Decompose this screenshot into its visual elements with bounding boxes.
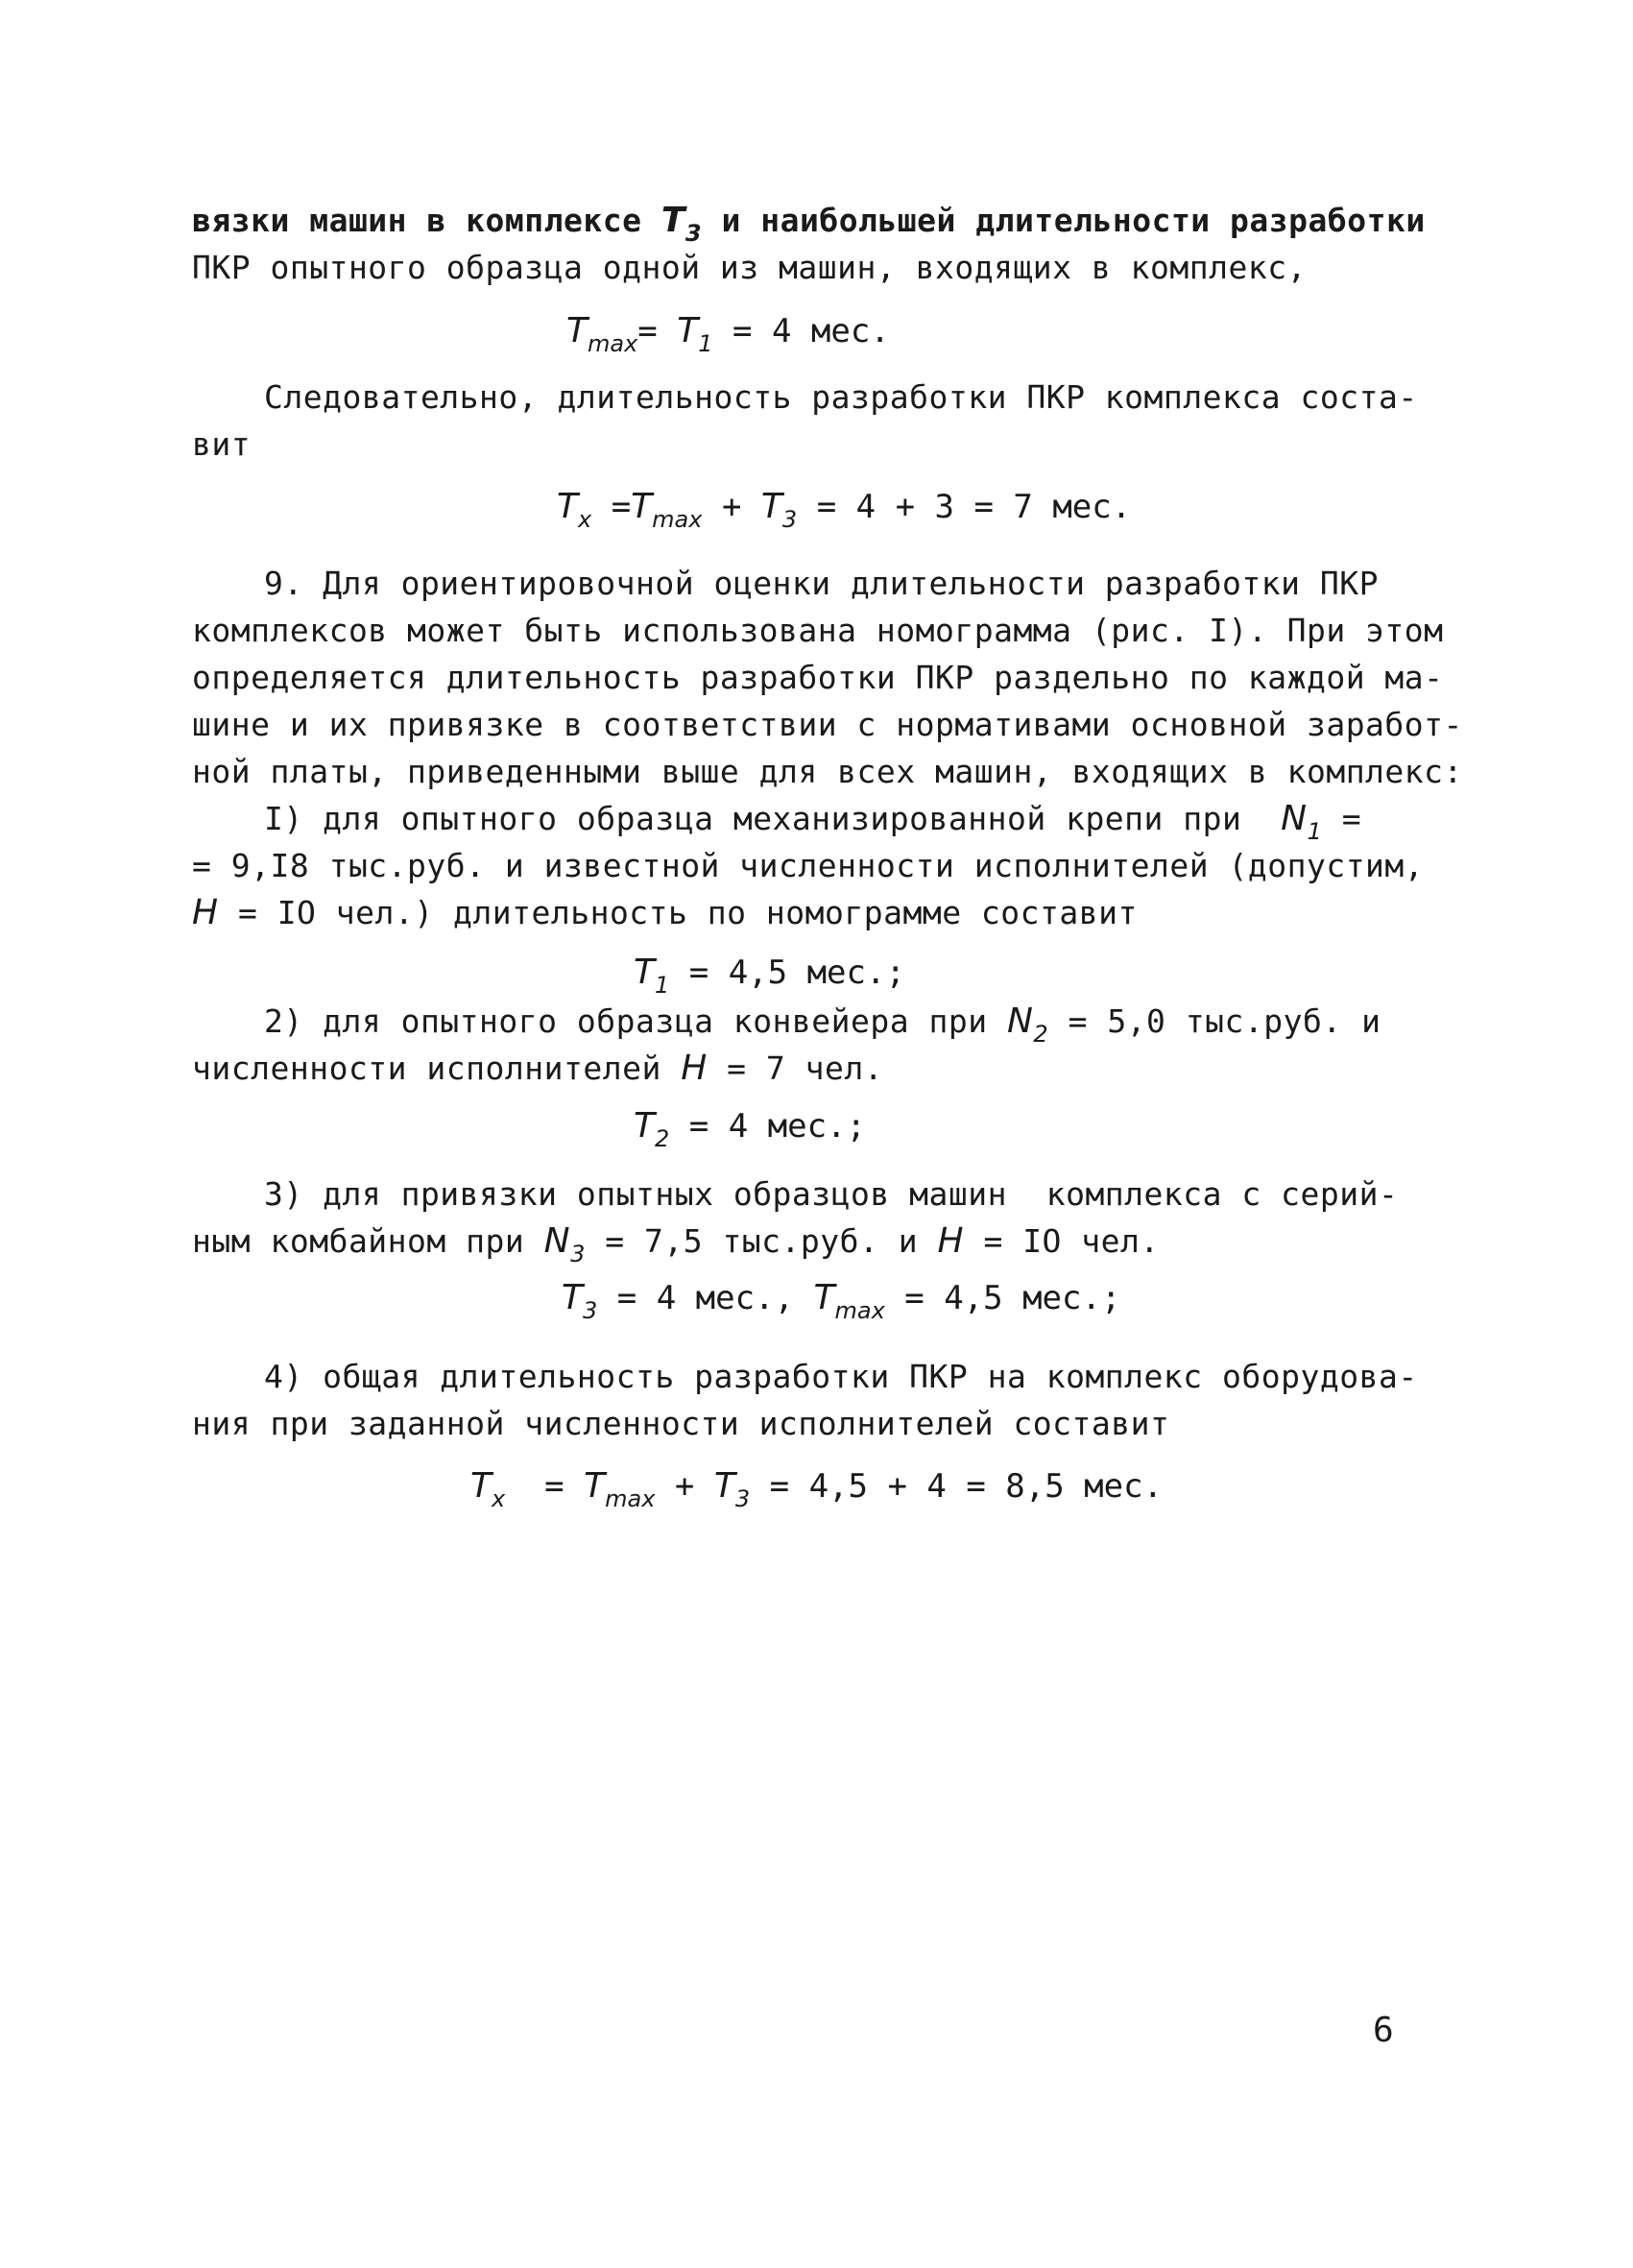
- text-line: Следовательно, длительность разработки ПКР комплекса соста-: [264, 378, 1418, 416]
- text-line: 9. Для ориентировочной оценки длительности разработки ПКР: [264, 565, 1379, 602]
- text-line: ПКР опытного образца одной из машин, входящих в комплекс,: [192, 249, 1307, 286]
- text-line: I) для опытного образца механизированной крепи при $N_1$ =: [264, 799, 1362, 845]
- text-line: численности исполнителей H = 7 чел.: [192, 1049, 884, 1088]
- text-line: вязки машин в комплексе $T_3$ и наибольшей длительности разработки: [192, 201, 1426, 247]
- formula-tmax: $T_{max}= T_1 = 4$ мес.: [566, 311, 890, 357]
- text-line: комплексов может быть использована номограмма (рис. I). При этом: [192, 612, 1444, 649]
- formula-t1: $T_1 = 4,5$ мес.;: [634, 953, 905, 999]
- formula-tx-total: $T_x = T_{max} + T_3 = 4,5 + 4 = 8,5$ мес.: [470, 1466, 1164, 1512]
- page-number: 6: [1373, 2011, 1394, 2050]
- text-line: определяется длительность разработки ПКР раздельно по каждой ма-: [192, 659, 1444, 696]
- text-line: 2) для опытного образца конвейера при $N_2 = 5,0$ тыс.руб. и: [264, 1001, 1381, 1048]
- formula-t2: $T_2 = 4$ мес.;: [634, 1106, 866, 1152]
- text-line: ным комбайном при $N_3 = 7,5$ тыс.руб. и H = IO чел.: [192, 1221, 1160, 1267]
- text-line: H = IO чел.) длительность по номограмме составит: [192, 893, 1138, 932]
- text-line: 4) общая длительность разработки ПКР на комплекс оборудова-: [264, 1358, 1418, 1395]
- text-line: ной платы, приведенными выше для всех машин, входящих в комплекс:: [192, 753, 1463, 790]
- text-line: шине и их привязке в соответствии с нормативами основной заработ-: [192, 706, 1463, 743]
- text-line: вит: [192, 425, 252, 463]
- text-line: ния при заданной численности исполнителей составит: [192, 1405, 1170, 1442]
- text-line: = 9,I8 тыс.руб. и известной численности исполнителей (допустим,: [192, 847, 1425, 884]
- formula-tx: $T_x =T_{max} + T_3 = 4 + 3 = 7$ мес.: [557, 487, 1132, 533]
- formula-t3-tmax: $T_3 = 4$ мес., $T_{max} = 4,5$ мес.;: [562, 1278, 1121, 1324]
- text-line: 3) для привязки опытных образцов машин комплекса с серий-: [264, 1175, 1399, 1213]
